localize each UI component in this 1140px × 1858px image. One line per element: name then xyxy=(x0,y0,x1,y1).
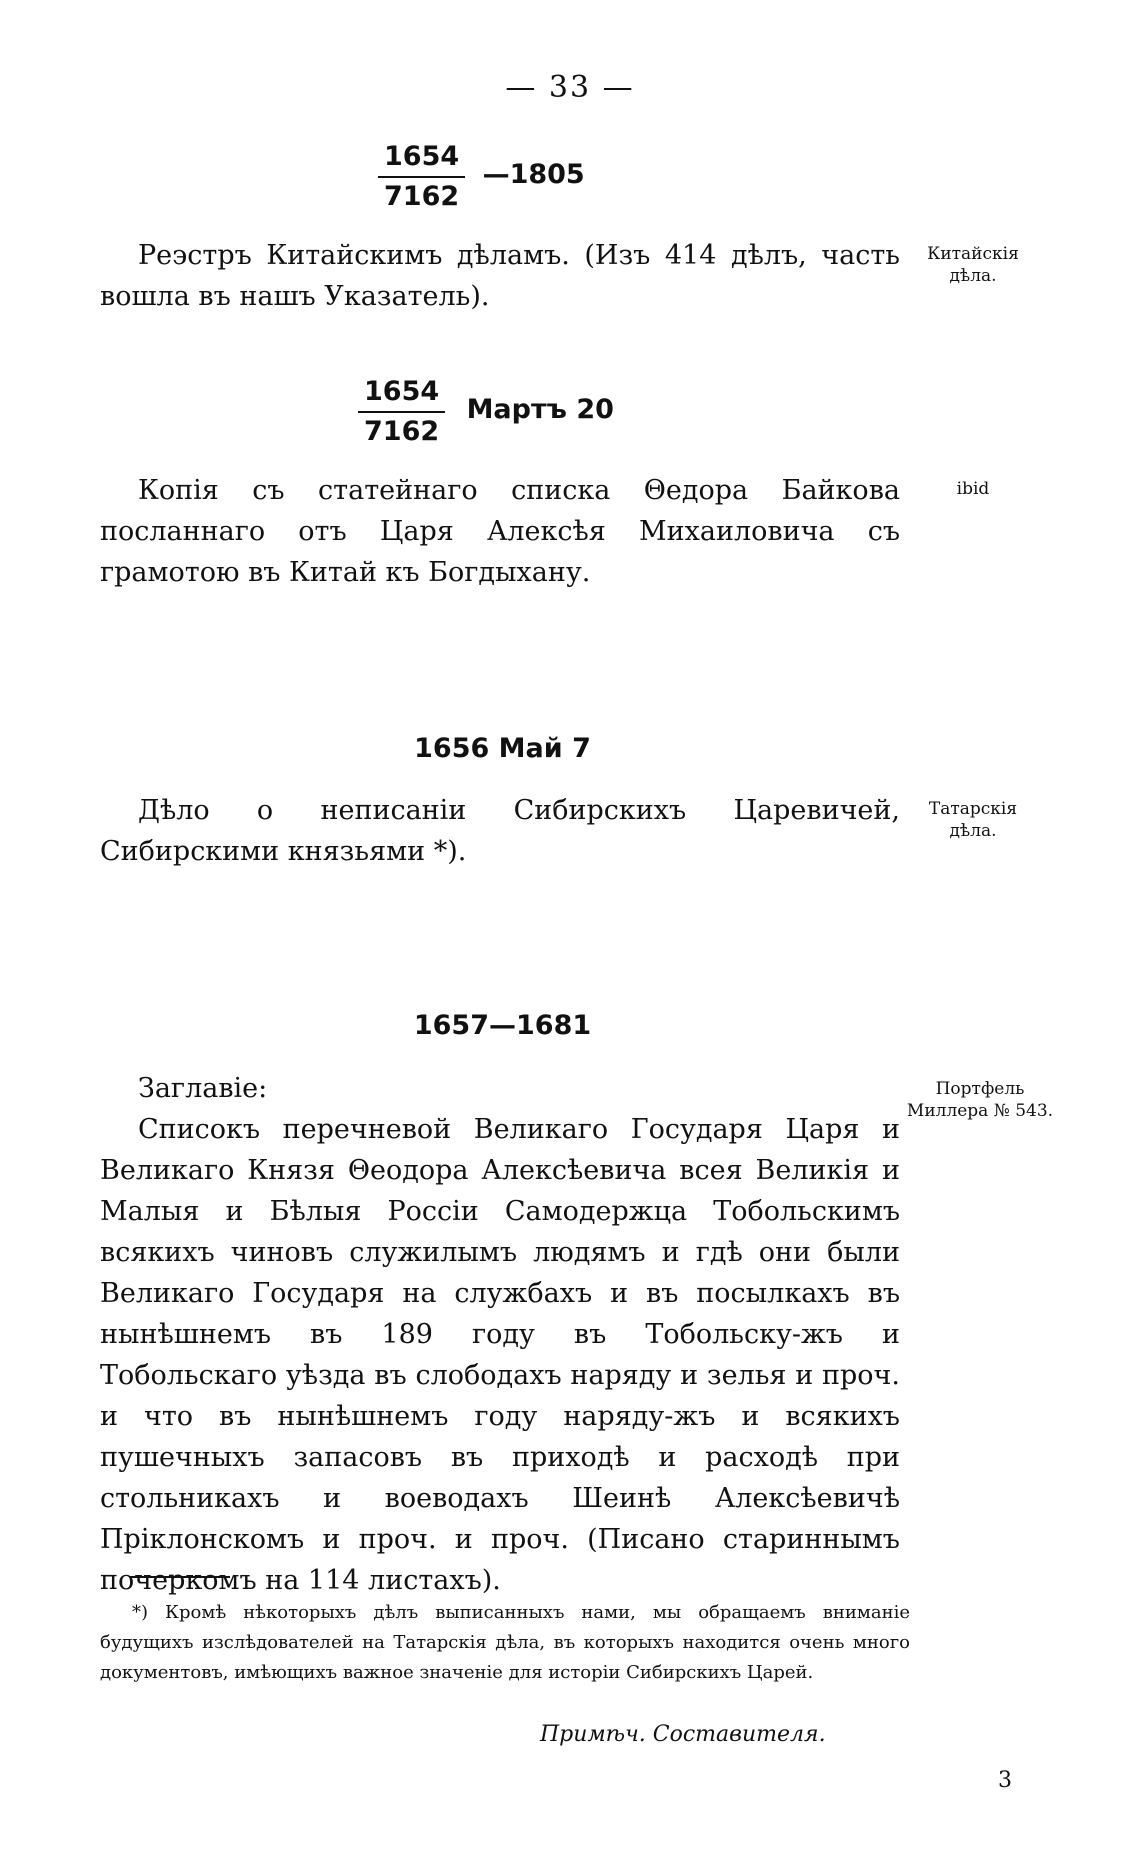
entry-4-label: Заглавіе: xyxy=(138,1073,268,1104)
entry-2-paragraph: Копія съ статейнаго списка Θедора Байкова посланнаго отъ Царя Алексѣя Михаиловича съ грамотою въ Китай къ Богдыхану. xyxy=(100,475,900,588)
entry-4-margin-note: Портфель Миллера № 543. xyxy=(906,1079,1054,1121)
entry-3-text xyxy=(100,790,900,872)
entry-1-text xyxy=(100,235,900,317)
entry-2-margin-note: ibid xyxy=(956,479,990,499)
entry-2-text xyxy=(100,470,900,593)
date-denominator: 7162 xyxy=(364,416,440,447)
footnote-signature: Примѣч. Составителя. xyxy=(540,1722,826,1747)
footnote-divider xyxy=(130,1576,230,1578)
entry-4-heading: 1657—1681 xyxy=(413,1010,592,1041)
date-numerator: 1654 xyxy=(378,140,465,178)
date-fraction xyxy=(358,375,445,449)
entry-1-paragraph: Реэстръ Китайскимъ дѣламъ. (Изъ 414 дѣлъ, часть вошла въ нашъ Указатель). xyxy=(100,240,900,312)
page-number: — 33 — xyxy=(505,70,635,105)
entry-2-date-header xyxy=(358,375,614,449)
date-denominator: 7162 xyxy=(384,181,460,212)
date-numerator: 1654 xyxy=(358,375,445,413)
footnote xyxy=(100,1598,910,1688)
entry-1-date-header xyxy=(378,140,585,214)
signature-mark: 3 xyxy=(998,1768,1012,1793)
date-suffix: —1805 xyxy=(482,159,585,190)
entry-3-paragraph: Дѣло о неписаніи Сибирскихъ Царевичей, Сибирскими князьями *). xyxy=(100,795,900,867)
footnote-text: *) Кромѣ нѣкоторыхъ дѣлъ выписанныхъ нами, мы обращаемъ вниманіе будущихъ изслѣдователей на Татарскія дѣла, въ которыхъ находится очень много документовъ, имѣющихъ важное значеніе для исторіи Сибирскихъ Царей. xyxy=(100,1602,910,1683)
date-fraction xyxy=(378,140,465,214)
entry-4-text xyxy=(100,1109,900,1601)
date-suffix: Мартъ 20 xyxy=(466,394,614,425)
entry-3-margin-note: Татарскія дѣла. xyxy=(928,799,1018,841)
entry-1-margin-note: Китайскія дѣла. xyxy=(927,244,1019,286)
entry-3-heading: 1656 Май 7 xyxy=(414,733,591,764)
entry-4-paragraph: Списокъ перечневой Великаго Государя Царя и Великаго Князя Θеодора Алексѣевича всея Великія и Малыя и Бѣлыя Россіи Самодержца Тобольскимъ всякихъ чиновъ служилымъ людямъ и гдѣ они были Великаго Государя на службахъ и въ посылкахъ въ нынѣшнемъ въ 189 году въ Тобольску-жъ и Тобольскаго уѣзда въ слободахъ наряду и зелья и проч. и что въ нынѣшнемъ году наряду-жъ и всякихъ пушечныхъ запасовъ въ приходѣ и расходѣ при стольникахъ и воеводахъ Шеинѣ Алексѣевичѣ Пріклонскомъ и проч. и проч. (Писано стариннымъ почеркомъ на 114 листахъ). xyxy=(100,1114,900,1596)
